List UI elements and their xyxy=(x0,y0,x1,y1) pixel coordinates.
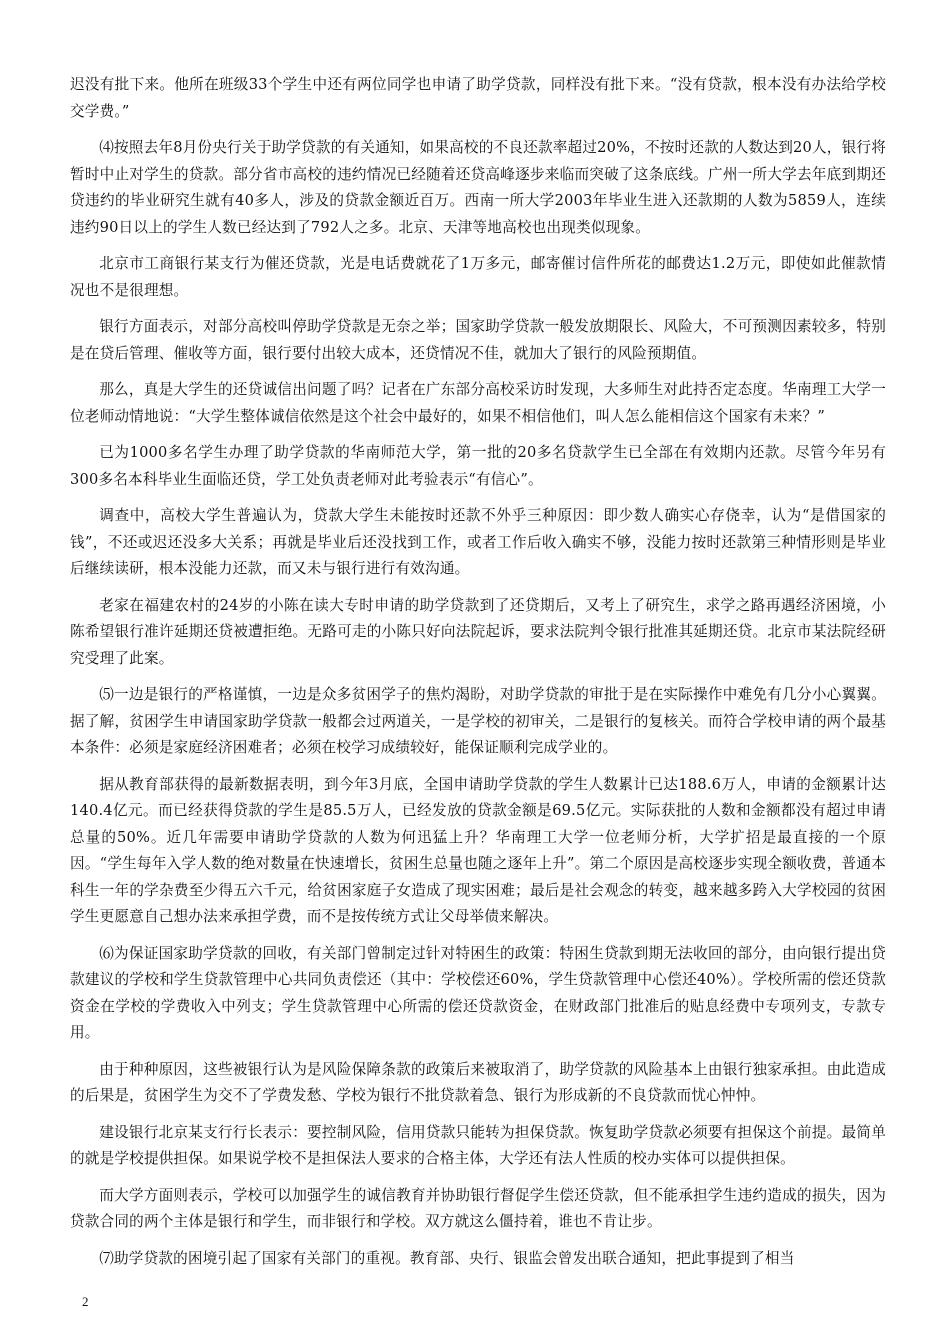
paragraph: 北京市工商银行某支行为催还贷款，光是电话费就花了1万多元，邮寄催讨信件所花的邮费达1.2万元，即使如此催款情况也不是很理想。 xyxy=(70,255,886,299)
document-body xyxy=(70,72,886,1282)
paragraph: ⑹为保证国家助学贷款的回收，有关部门曾制定过针对特困生的政策：特困生贷款到期无法收回的部分，由向银行提出贷款建议的学校和学生贷款管理中心共同负责偿还（其中：学校偿还60%，学生贷款管理中心偿还40%）。学校所需的偿还贷款资金在学校的学费收入中列支；学生贷款管理中心所需的偿还贷款资金，在财政部门批准后的贴息经费中专项列支，专款专用。 xyxy=(70,944,886,1041)
paragraph: ⑷按照去年8月份央行关于助学贷款的有关通知，如果高校的不良还款率超过20%，不按时还款的人数达到20人，银行将暂时中止对学生的贷款。部分省市高校的违约情况已经随着还贷高峰逐步来临而突破了这条底线。广州一所大学去年底到期还贷违约的毕业研究生就有40多人，涉及的贷款金额近百万。西南一所大学2003年毕业生进入还款期的人数为5859人，连续违约90日以上的学生人数已经达到了792人之多。北京、天津等地高校也出现类似现象。 xyxy=(70,139,886,236)
paragraph: 老家在福建农村的24岁的小陈在读大专时申请的助学贷款到了还贷期后，又考上了研究生，求学之路再遇经济困境，小陈希望银行准许延期还贷被遭拒绝。无路可走的小陈只好向法院起诉，要求法院判令银行批准其延期还贷。北京市某法院经研究受理了此案。 xyxy=(70,596,886,667)
paragraph: ⑺助学贷款的困境引起了国家有关部门的重视。教育部、央行、银监会曾发出联合通知，把此事提到了相当 xyxy=(99,1249,795,1267)
paragraph: 那么，真是大学生的还贷诚信出问题了吗？记者在广东部分高校采访时发现，大多师生对此持否定态度。华南理工大学一位老师动情地说：“大学生整体诚信依然是这个社会中最好的，如果不相信他们，叫人怎么能相信这个国家有未来？” xyxy=(70,381,886,425)
paragraph: ⑸一边是银行的严格谨慎，一边是众多贫困学子的焦灼渴盼，对助学贷款的审批于是在实际操作中难免有几分小心翼翼。据了解，贫困学生申请国家助学贷款一般都会过两道关，一是学校的初审关，二是银行的复核关。而符合学校申请的两个最基本条件：必须是家庭经济困难者；必须在校学习成绩较好，能保证顺利完成学业的。 xyxy=(70,686,886,756)
paragraph: 而大学方面则表示，学校可以加强学生的诚信教育并协助银行督促学生偿还贷款，但不能承担学生违约造成的损失，因为贷款合同的两个主体是银行和学生，而非银行和学校。双方就这么僵持着，谁也不肯让步。 xyxy=(70,1186,886,1230)
paragraph: 调查中，高校大学生普遍认为，贷款大学生未能按时还款不外乎三种原因：即少数人确实心存侥幸，认为“是借国家的钱”，不还或迟还没多大关系；再就是毕业后还没找到工作，或者工作后收入确实不够，没能力按时还款第三种情形则是毕业后继续读研，根本没能力还款，而又未与银行进行有效沟通。 xyxy=(70,507,886,577)
paragraph: 银行方面表示，对部分高校叫停助学贷款是无奈之举；国家助学贷款一般发放期限长、风险大，不可预测因素较多，特别是在贷后管理、催收等方面，银行要付出较大成本，还贷情况不佳，就加大了银行的风险预期值。 xyxy=(70,318,886,362)
paragraph: 由于种种原因，这些被银行认为是风险保障条款的政策后来被取消了，助学贷款的风险基本上由银行独家承担。由此造成的后果是，贫困学生为交不了学费发愁、学校为银行不批贷款着急、银行为形成新的不良贷款而忧心忡忡。 xyxy=(70,1060,886,1104)
page-number: 2 xyxy=(82,1294,89,1309)
paragraph: 建设银行北京某支行行长表示：要控制风险，信用贷款只能转为担保贷款。恢复助学贷款必须要有担保这个前提。最简单的就是学校提供担保。如果说学校不是担保法人要求的合格主体，大学还有法人性质的校办实体可以提供担保。 xyxy=(70,1123,886,1167)
paragraph: 迟没有批下来。他所在班级33个学生中还有两位同学也申请了助学贷款，同样没有批下来。“没有贷款，根本没有办法给学校交学费。” xyxy=(70,76,886,120)
paragraph: 据从教育部获得的最新数据表明，到今年3月底，全国申请助学贷款的学生人数累计已达188.6万人，申请的金额累计达140.4亿元。而已经获得贷款的学生是85.5万人，已经发放的贷款金额是69.5亿元。实际获批的人数和金额都没有超过申请总量的50%。近几年需要申请助学贷款的人数为何迅猛上升？华南理工大学一位老师分析，大学扩招是最直接的一个原因。“学生每年入学人数的绝对数量在快速增长，贫困生总量也随之逐年上升”。第二个原因是高校逐步实现全额收费，普通本科生一年的学杂费至少得五六千元，给贫困家庭子女造成了现实困难；最后是社会观念的转变，越来越多跨入大学校园的贫困学生更愿意自己想办法来承担学费，而不是按传统方式让父母举债来解决。 xyxy=(70,775,886,925)
paragraph: 已为1000多名学生办理了助学贷款的华南师范大学，第一批的20多名贷款学生已全部在有效期内还款。尽管今年另有300多名本科毕业生面临还贷，学工处负责老师对此考验表示“有信心”。 xyxy=(70,444,886,488)
